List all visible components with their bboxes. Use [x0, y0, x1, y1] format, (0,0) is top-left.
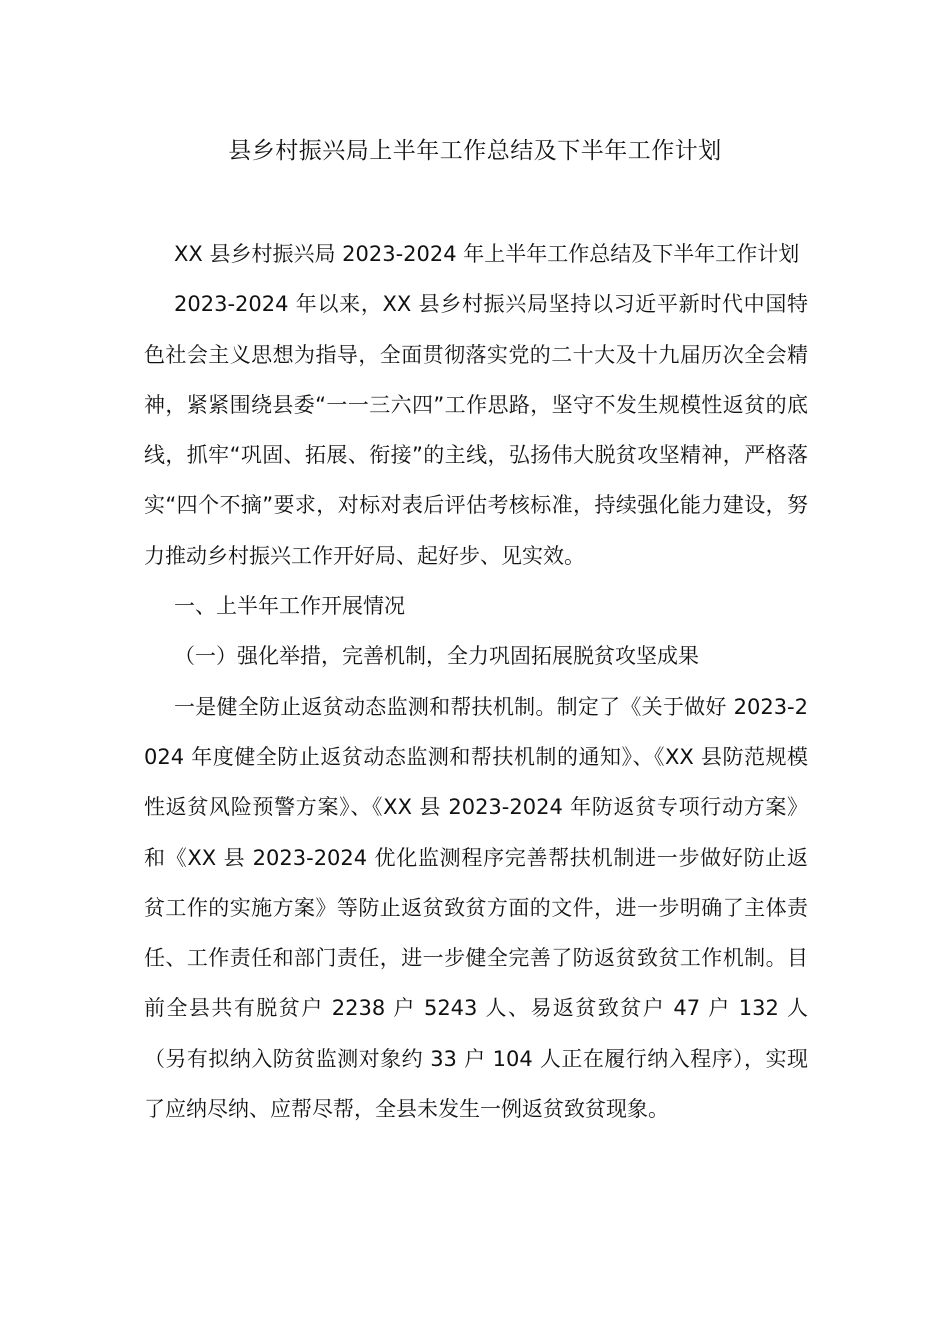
paragraph-intro-title: XX 县乡村振兴局 2023-2024 年上半年工作总结及下半年工作计划	[174, 242, 800, 266]
paragraph-overview: 2023-2024 年以来，XX 县乡村振兴局坚持以习近平新时代中国特色社会主义思想为指导，全面贯彻落实党的二十大及十九届历次全会精神，紧紧围绕县委“一一三六四”工作思路，坚守不发生规模性返贫的底线，抓牢“巩固、拓展、衔接”的主线，弘扬伟大脱贫攻坚精神，严格落实“四个不摘”要求，对标对表后评估考核标准，持续强化能力建设，努力推动乡村振兴工作开好局、起好步、见实效。	[144, 292, 808, 568]
document-body	[144, 229, 808, 1134]
paragraph-monitoring-mechanism: 一是健全防止返贫动态监测和帮扶机制。制定了《关于做好 2023-2024 年度健全防止返贫动态监测和帮扶机制的通知》、《XX 县防范规模性返贫风险预警方案》、《XX 县 2023-2024 年防返贫专项行动方案》和《XX 县 2023-2024 优化监测程序完善帮扶机制进一步做好防止返贫工作的实施方案》等防止返贫致贫方面的文件，进一步明确了主体责任、工作责任和部门责任，进一步健全完善了防返贫致贫工作机制。目前全县共有脱贫户 2238 户 5243 人、易返贫致贫户 47 户 132 人（另有拟纳入防贫监测对象约 33 户 104 人正在履行纳入程序），实现了应纳尽纳、应帮尽帮，全县未发生一例返贫致贫现象。	[144, 694, 808, 1122]
subsection-heading: （一）强化举措，完善机制，全力巩固拓展脱贫攻坚成果	[174, 644, 699, 669]
section-heading: 一、上半年工作开展情况	[174, 594, 405, 619]
document-title: 县乡村振兴局上半年工作总结及下半年工作计划	[228, 138, 722, 164]
